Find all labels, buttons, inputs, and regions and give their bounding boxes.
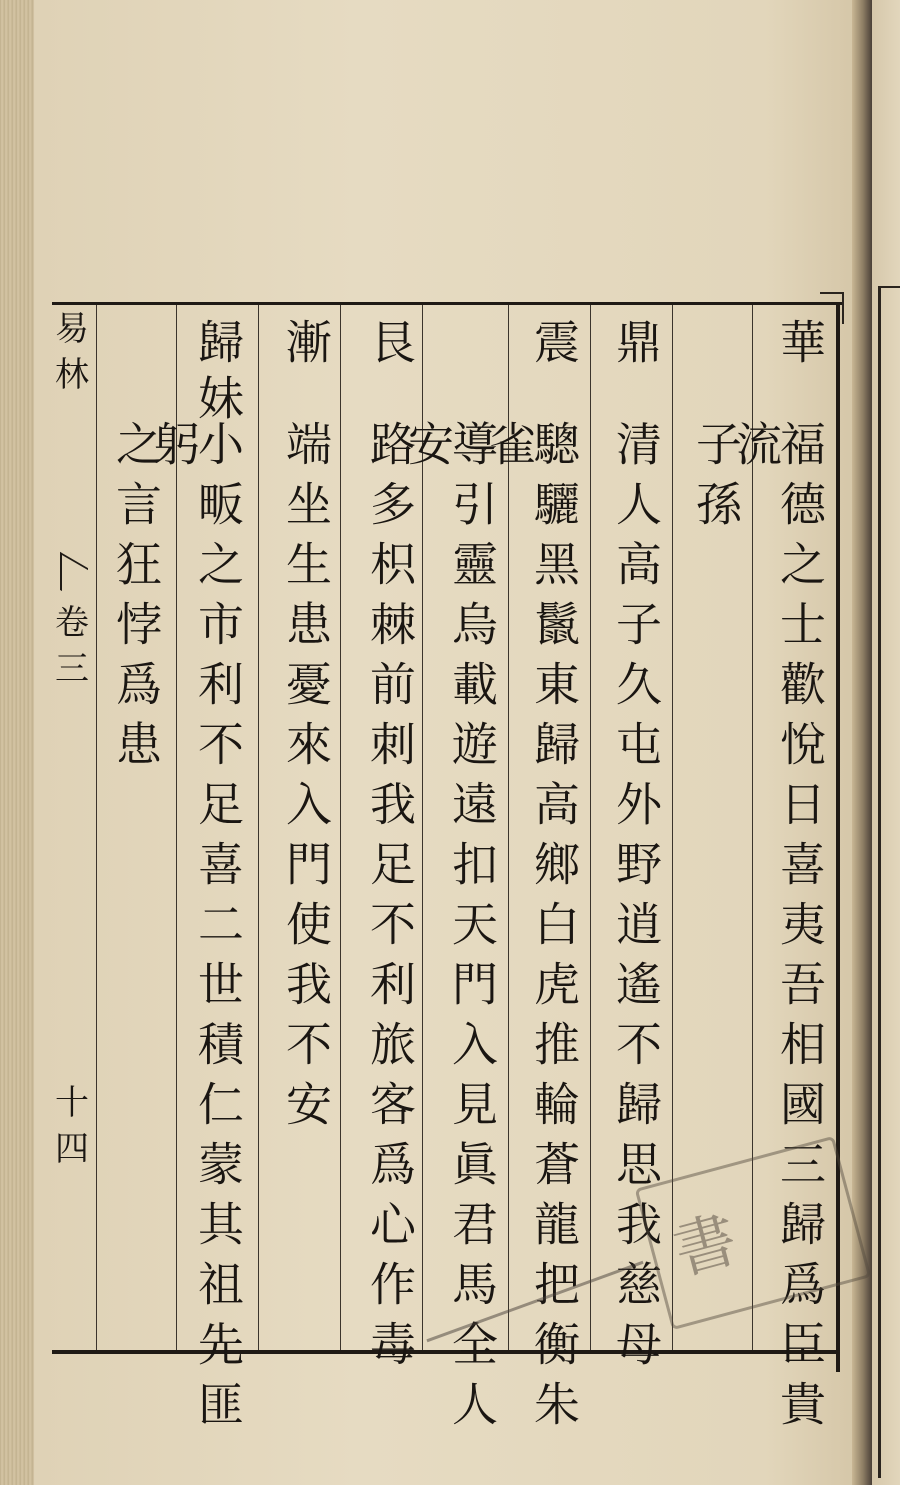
hexagram-label: [191, 318, 245, 430]
verse-text: 小畈之市利不足喜二世積仁蒙其祖先匪躬: [147, 420, 245, 1440]
hexagram-label: [527, 318, 581, 374]
verse-continuation: 之言狂悖爲患: [109, 420, 163, 780]
hexagram-name: 華: [773, 318, 827, 374]
hexagram-name: 歸妹: [191, 318, 245, 430]
verse-text: 福德之士歡悅日喜夷吾相國三歸爲臣貴流: [729, 420, 827, 1440]
hexagram-name: 震: [527, 318, 581, 374]
verse-text: 清人高子久屯外野逍遙不歸思我慈母: [609, 420, 663, 1380]
margin-book-title: 易 林: [55, 309, 89, 395]
hexagram-label: [773, 318, 827, 374]
verse-text: 端坐生患憂來入門使我不安: [279, 420, 333, 1140]
hexagram-label: [279, 318, 333, 374]
hexagram-name: 漸: [279, 318, 333, 374]
hexagram-label: [609, 318, 663, 374]
frame-top-rule: [52, 302, 842, 305]
hexagram-name: 艮: [363, 318, 417, 374]
column-rule: [258, 305, 259, 1350]
verse-continuation: 子孫: [689, 420, 743, 540]
column-rule: [590, 305, 591, 1350]
hexagram-name: 鼎: [609, 318, 663, 374]
stamp-character: 書: [666, 1201, 745, 1289]
fish-tail-mark: [60, 552, 88, 606]
hexagram-label: [363, 318, 417, 374]
verse-text: 路多枳棘前刺我足不利旅客爲心作毒: [363, 420, 417, 1380]
column-rule: [96, 305, 97, 1350]
column-rule: [340, 305, 341, 1350]
margin-volume-number: 卷 三: [55, 603, 89, 689]
facing-page-frame: [878, 286, 900, 1478]
page-edge-strip: [0, 0, 34, 1485]
verse-continuation: 導引靈烏載遊遠扣天門入見眞君馬全人安: [401, 420, 499, 1440]
verse-text: 驄驪黑鬛東歸高鄉白虎推輪蒼龍把衡朱雀: [483, 420, 581, 1440]
margin-folio-number: 十 四: [55, 1083, 89, 1169]
